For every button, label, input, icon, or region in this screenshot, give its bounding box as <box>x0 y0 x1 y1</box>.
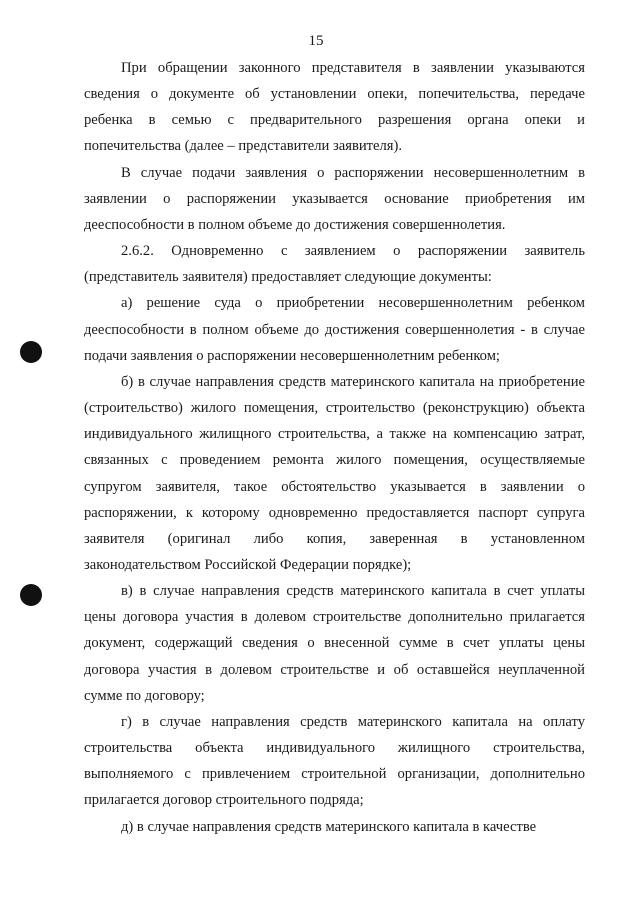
punch-hole-mark <box>20 341 42 363</box>
list-item-v: в) в случае направления средств материнского капитала в счет уплаты цены договора участия в долевом строительстве дополнительно прилагается документ, содержащий сведения о внесенной сумме в счет уплаты цены договора участия в долевом строительстве и об оставшейся неуплаченной сумме по договору; <box>84 583 585 704</box>
list-item-d: д) в случае направления средств материнского капитала в качестве <box>121 818 537 835</box>
list-item-g: г) в случае направления средств материнского капитала на оплату строительства объекта индивидуального жилищного строительства, выполняемого с привлечением строительной организации, дополнительно прилагается договор строительного подряда; <box>84 713 585 809</box>
document-body <box>84 55 585 840</box>
page-number: 15 <box>308 33 324 49</box>
paragraph-legal-representative: При обращении законного представителя в заявлении указываются сведения о документе об установлении опеки, попечительства, передаче ребенка в семью с предварительного разрешения органа опеки и попечительства (далее – представители заявителя). <box>84 60 585 155</box>
list-item-a: а) решение суда о приобретении несовершеннолетним ребенком дееспособности в полном объеме до достижения совершеннолетия - в случае подачи заявления о распоряжении несовершеннолетним ребенком; <box>84 295 585 364</box>
paragraph-minor-application: В случае подачи заявления о распоряжении несовершеннолетним в заявлении о распоряжении указывается основание приобретения им дееспособности в полном объеме до достижения совершеннолетия. <box>84 164 585 233</box>
list-item-b: б) в случае направления средств материнского капитала на приобретение (строительство) жилого помещения, строительство (реконструкцию) объекта индивидуального жилищного строительства, а также на компенсацию затрат, связанных с проведением ремонта жилого помещения, осуществляемые супругом заявителя, такое обстоятельство указывается в заявлении о распоряжении, к которому одновременно предоставляется паспорт супруга заявителя (оригинал либо копия, заверенная в установленном законодательством Российской Федерации порядке); <box>84 373 585 573</box>
punch-hole-mark <box>20 584 42 606</box>
paragraph-section-2-6-2: 2.6.2. Одновременно с заявлением о распоряжении заявитель (представитель заявителя) предоставляет следующие документы: <box>84 243 585 286</box>
